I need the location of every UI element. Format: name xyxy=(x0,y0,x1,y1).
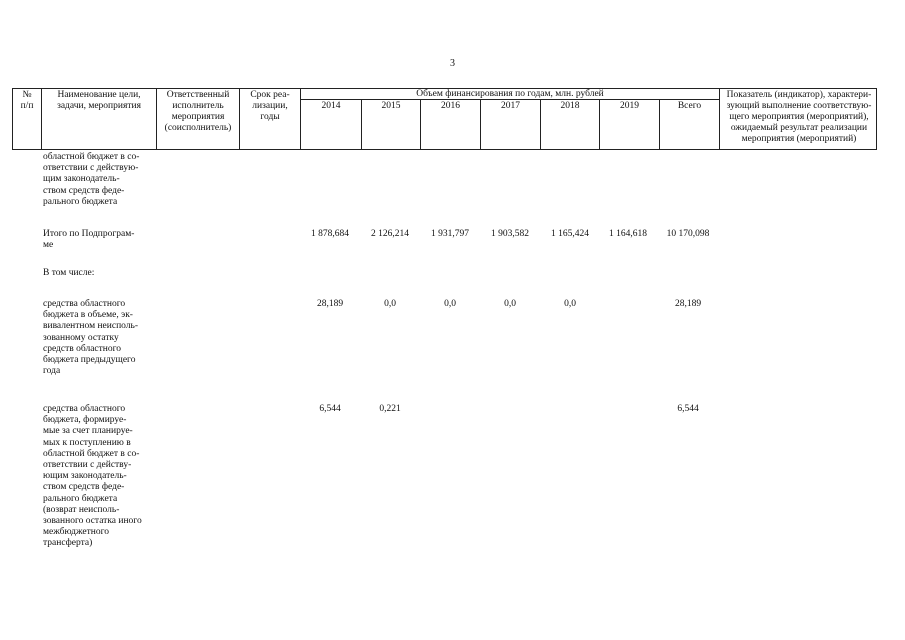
header-total: Всего xyxy=(677,101,702,111)
header-year: 2016 xyxy=(441,101,460,111)
row-value: 1 903,582 xyxy=(491,229,529,239)
row-value: 0,221 xyxy=(379,404,401,414)
row-name: В том числе: xyxy=(43,268,95,278)
header-number: № п/п xyxy=(20,90,34,111)
table-header xyxy=(12,88,877,150)
header-year: 2019 xyxy=(620,101,639,111)
header-executor: Ответственный исполнитель мероприятия (соисполнитель) xyxy=(164,90,232,133)
page-number: 3 xyxy=(450,58,455,69)
row-value: 0,0 xyxy=(444,299,456,309)
header-term: Срок реа- лизации, годы xyxy=(250,90,290,122)
row-value: 0,0 xyxy=(504,299,516,309)
header-year: 2014 xyxy=(321,101,341,111)
row-value: 0,0 xyxy=(384,299,396,309)
divider xyxy=(719,89,720,149)
divider xyxy=(41,89,42,149)
header-funding: Объем финансирования по годам, млн. рублей xyxy=(416,89,604,99)
row-value: 10 170,098 xyxy=(666,229,710,239)
row-name: Итого по Подпрограм- ме xyxy=(43,229,135,251)
row-value: 0,0 xyxy=(564,299,576,309)
header-year: 2015 xyxy=(381,101,401,111)
row-name: областной бюджет в со- ответствии с действую- щим законодатель- ством средств феде- рального бюджета xyxy=(43,152,140,207)
row-value: 1 165,424 xyxy=(551,229,589,239)
row-value: 6,544 xyxy=(319,404,341,414)
row-value: 1 931,797 xyxy=(431,229,469,239)
header-year: 2018 xyxy=(560,101,580,111)
header-indicator: Показатель (индикатор), характери- зующий выполнение соответствую- щего мероприятия (мероприятий), ожидаемый результат реализации мероприятия (мероприятий) xyxy=(726,90,872,144)
divider xyxy=(239,89,240,149)
row-value: 28,189 xyxy=(674,299,702,309)
row-value: 2 126,214 xyxy=(371,229,409,239)
row-value: 1 878,684 xyxy=(311,229,349,239)
row-name: средства областного бюджета в объеме, эк- вивалентном неисполь- зованному остатку средств областного бюджета предыдущего года xyxy=(43,299,139,377)
row-name: средства областного бюджета, формируе- мые за счет планируе- мых к поступлению в областной бюджет в со- ответствии с действу- ющим законодатель- ством средств феде- рального бюджета (возврат неисполь- зованного остатка иного межбюджетного трансферта) xyxy=(43,404,142,549)
row-value: 1 164,618 xyxy=(609,229,647,239)
header-year: 2017 xyxy=(501,101,520,111)
row-value: 28,189 xyxy=(316,299,344,309)
row-value: 6,544 xyxy=(677,404,699,414)
header-name: Наименование цели, задачи, мероприятия xyxy=(57,90,141,111)
